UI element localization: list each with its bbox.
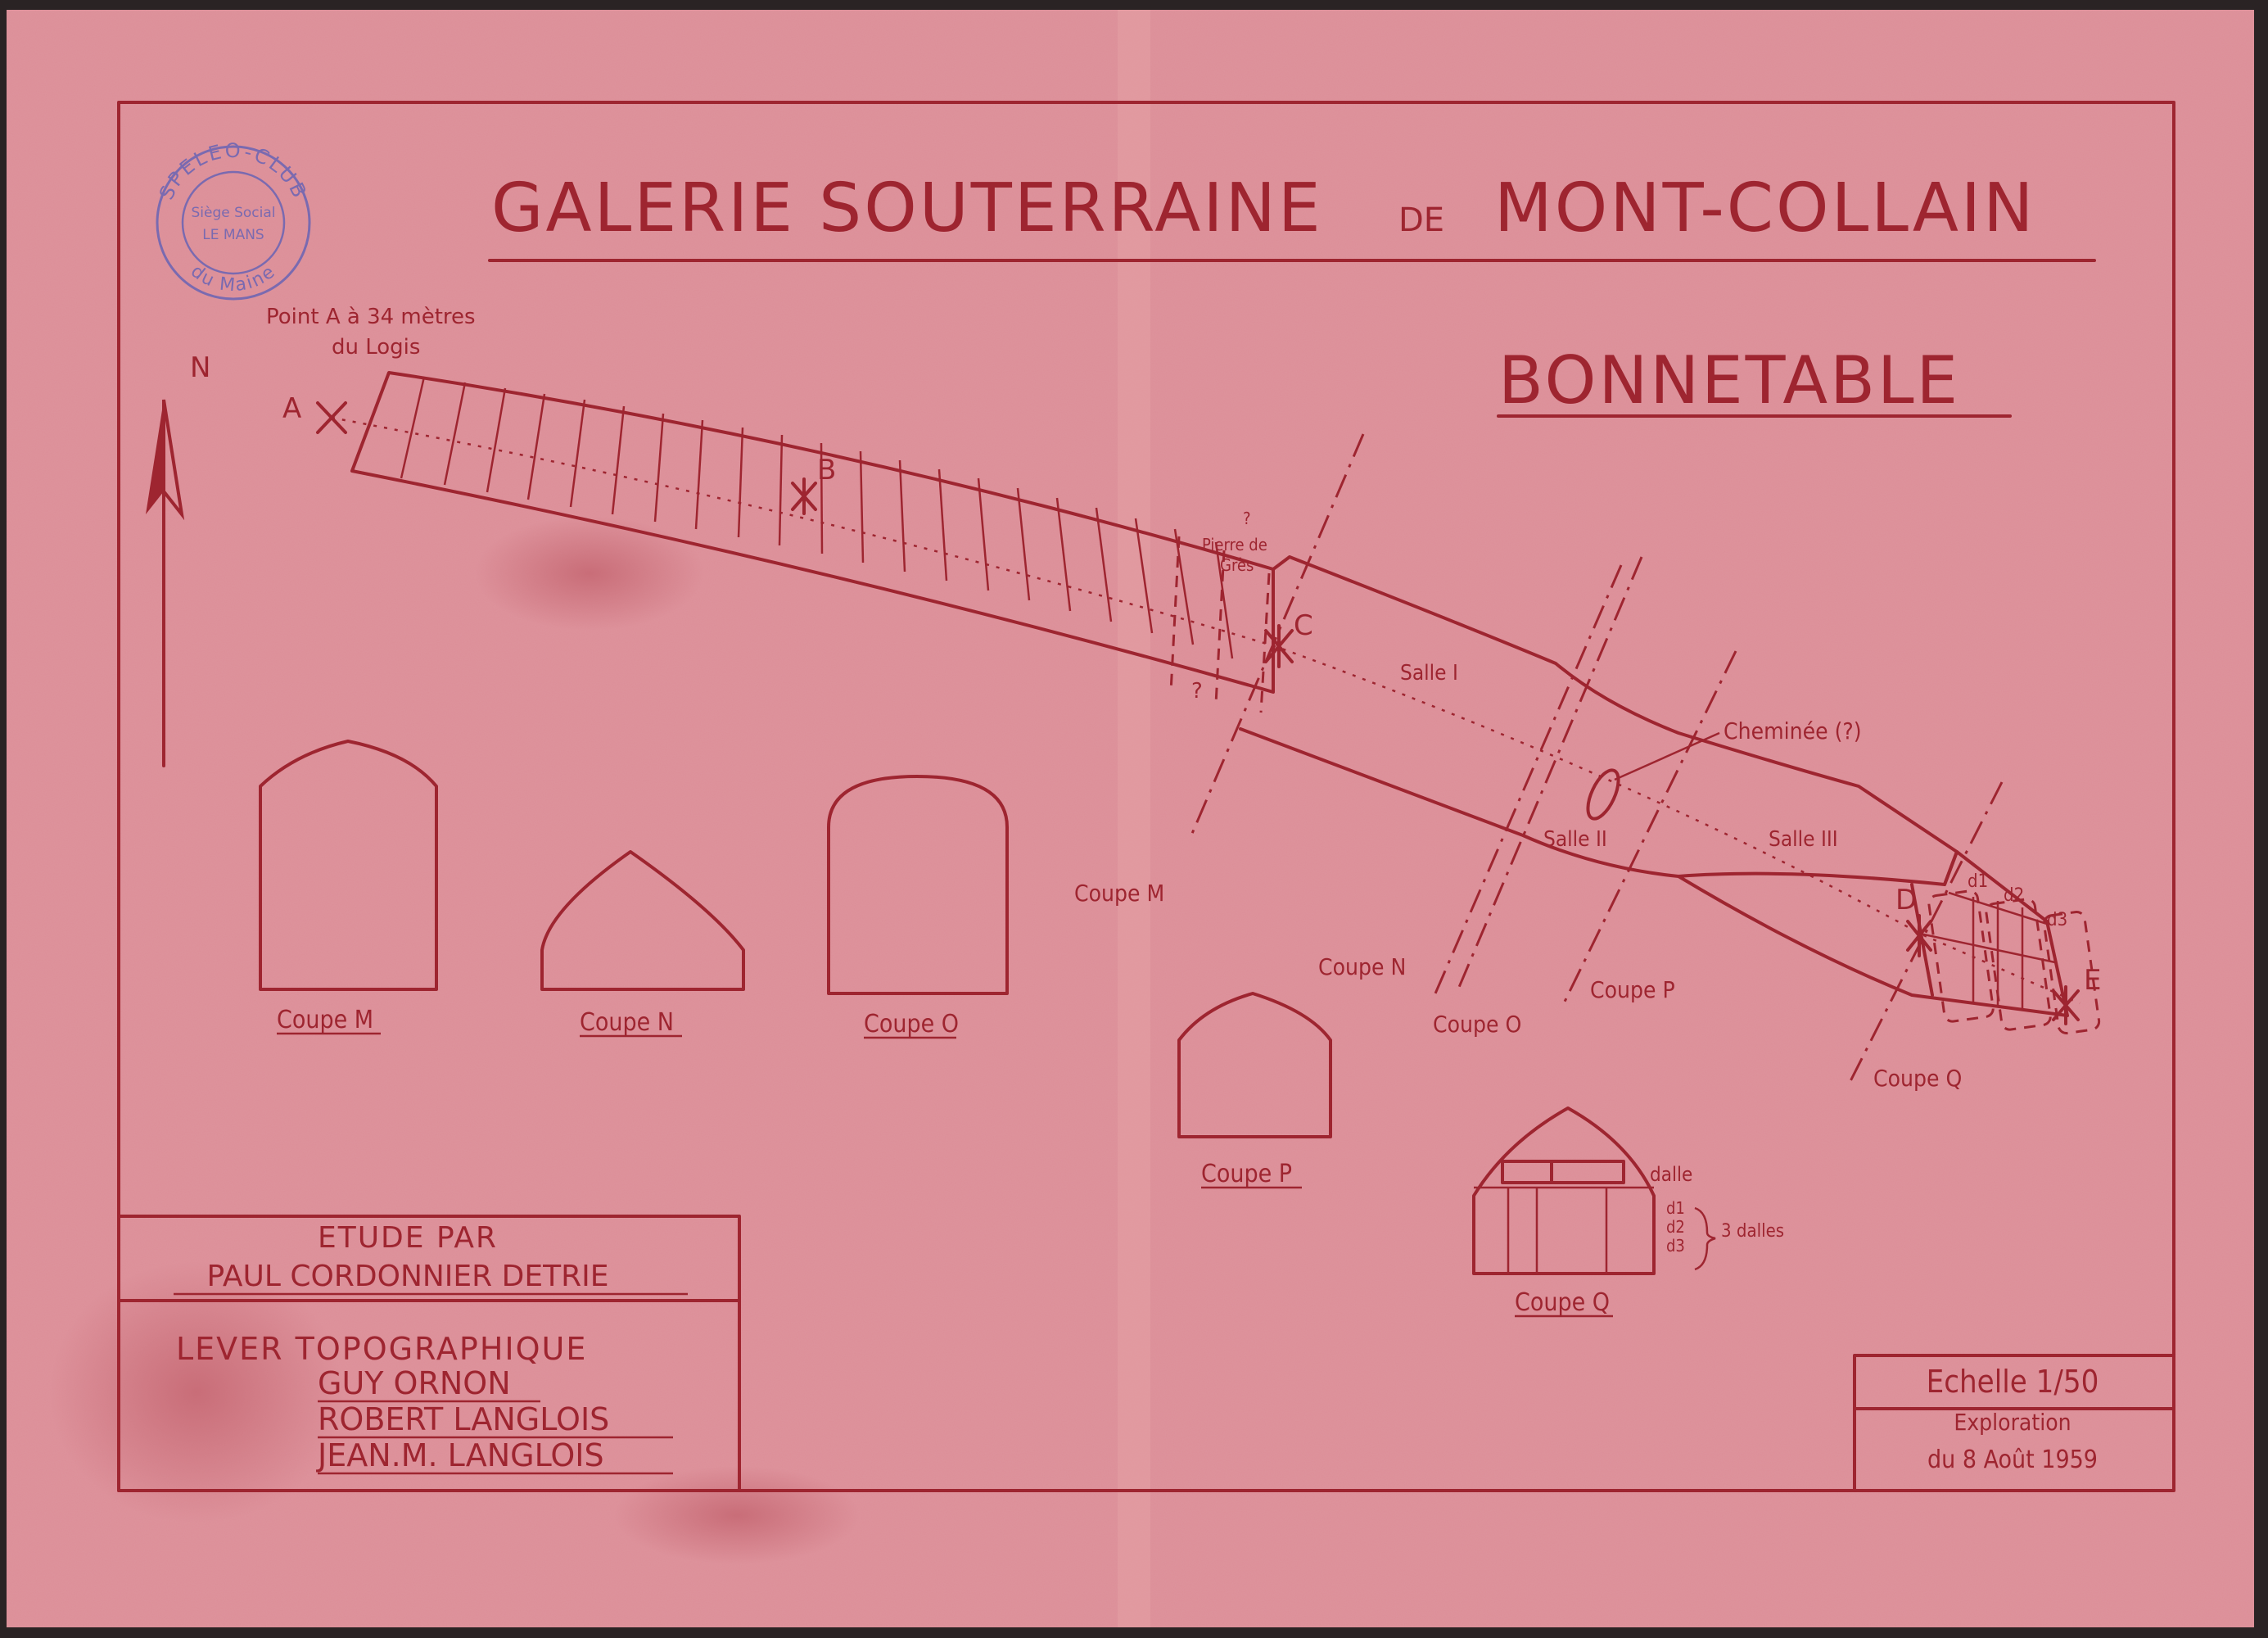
stain [614, 1466, 860, 1564]
stamp-center-line2: LE MANS [202, 227, 264, 243]
credits-name-2: ROBERT LANGLOIS [318, 1401, 610, 1437]
scale-echelle: Echelle 1/50 [1926, 1364, 2099, 1400]
credits-etude-name: PAUL CORDONNIER DETRIE [206, 1260, 609, 1293]
section-q-label: Coupe Q [1515, 1288, 1611, 1317]
point-d-label: D [1895, 884, 1918, 916]
stamp-center-line1: Siège Social [191, 205, 276, 221]
stamp-top-text: SPELEO-CLUB [155, 138, 312, 204]
map-title: GALERIE SOUTERRAINE [491, 170, 1323, 247]
d1-label: d1 [1968, 871, 1989, 892]
point-a-label: A [282, 392, 302, 425]
section-q-d2: d2 [1666, 1217, 1685, 1237]
cheminee-label: Cheminée (?) [1724, 717, 1862, 744]
section-q-dalle: dalle [1650, 1163, 1693, 1186]
scale-exploration: Exploration [1954, 1409, 2071, 1436]
credits-name-3: JEAN.M. LANGLOIS [318, 1437, 604, 1473]
section-q-d1: d1 [1666, 1198, 1685, 1218]
cut-q-label: Coupe Q [1873, 1065, 1963, 1092]
map-title-de: DE [1398, 201, 1445, 239]
salle2-label: Salle II [1543, 827, 1607, 852]
salle1-label: Salle I [1400, 661, 1458, 686]
section-p-label: Coupe P [1201, 1160, 1293, 1188]
pierre-question: ? [1243, 509, 1251, 528]
point-c-label: C [1294, 609, 1313, 642]
cut-m-label: Coupe M [1074, 880, 1165, 907]
stain [475, 516, 704, 631]
section-q-three-dalles: 3 dalles [1721, 1221, 1785, 1242]
pierre-line1: Pierre de [1202, 535, 1267, 554]
point-e-label: E [2084, 964, 2102, 997]
question-mark: ? [1191, 679, 1203, 704]
cut-n-label: Coupe N [1318, 953, 1407, 980]
credits-lever-label: LEVER TOPOGRAPHIQUE [176, 1331, 588, 1367]
cut-o-label: Coupe O [1433, 1011, 1522, 1038]
section-n-label: Coupe N [580, 1008, 674, 1037]
point-a-note-line1: Point A à 34 mètres [266, 305, 476, 329]
point-b-label: B [817, 454, 837, 486]
map-subtitle: BONNETABLE [1498, 342, 1961, 419]
d3-label: d3 [2047, 910, 2068, 930]
map-title-place: MONT-COLLAIN [1494, 170, 2036, 247]
section-o-label: Coupe O [864, 1010, 960, 1038]
salle3-label: Salle III [1769, 827, 1838, 852]
section-q-d3: d3 [1666, 1236, 1685, 1256]
credits-name-1: GUY ORNON [318, 1365, 511, 1401]
cut-p-label: Coupe P [1590, 976, 1675, 1003]
stamp-bottom-text: du Maine [187, 260, 280, 296]
credits-etude-label: ETUDE PAR [317, 1221, 499, 1255]
point-a-note-line2: du Logis [332, 335, 421, 360]
north-label: N [190, 351, 211, 384]
d2-label: d2 [2004, 885, 2025, 906]
pierre-line2: Grès [1220, 555, 1254, 575]
center-fold [1118, 10, 1150, 1627]
section-m-label: Coupe M [277, 1006, 374, 1034]
scale-date: du 8 Août 1959 [1927, 1446, 2098, 1474]
